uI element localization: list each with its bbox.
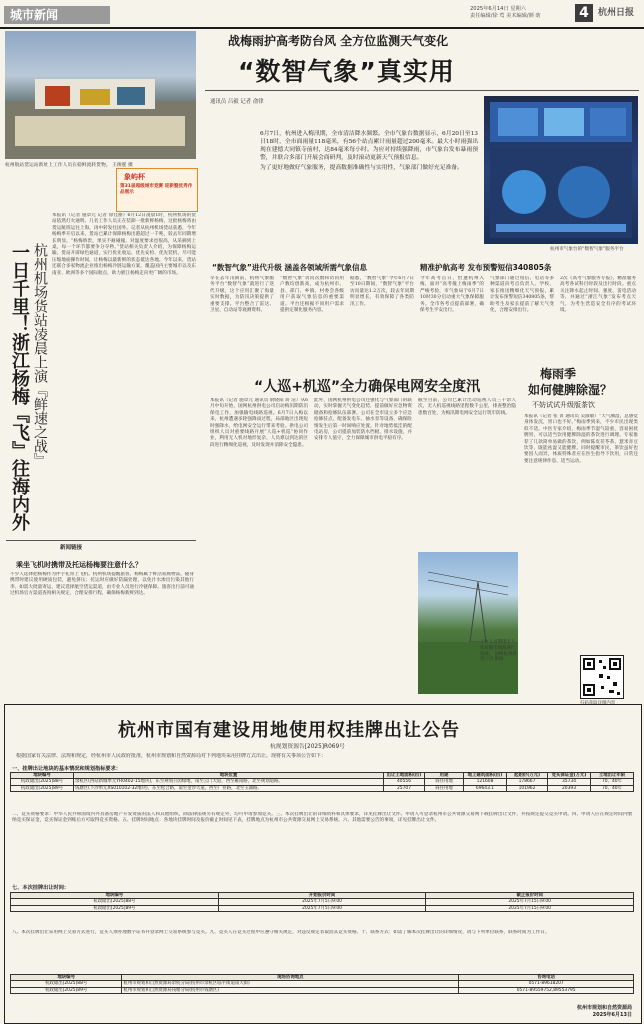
issue-date: 2025年6月14日 星期六 [470, 6, 526, 12]
weather-screen-art [484, 96, 638, 244]
notice-subtitle: 杭规划资源告[2025]R069号 [270, 744, 345, 750]
subsection-heading-upgrade: “数智气象”进代升级 涵盖各领域所需气象信息 [212, 263, 367, 272]
table-cell: 杭政储出[2025]89号 [11, 987, 122, 993]
page-number: 4 [575, 4, 593, 22]
health-article-subhead: 不妨试试升级版茶饮 [532, 401, 595, 409]
parcel-table [10, 772, 634, 792]
weather-photo-caption: 杭州市气象台的“数智气象”服务平台 [550, 247, 624, 252]
schedule-table [10, 892, 634, 912]
cargo-photo [5, 31, 196, 159]
table-cell: 178667 [507, 779, 548, 785]
table-cell: 101962 [507, 785, 548, 791]
date-line [470, 6, 541, 20]
news-link-title: 乘坐飞机时携带及托运杨梅要注意什么？ [16, 561, 142, 569]
table-cell: 70、40年 [591, 779, 634, 785]
notice-section-heading: 七、本次挂牌出让时间： [12, 885, 70, 891]
table-header-cell: 地块编号 [11, 975, 122, 981]
table-row [11, 899, 634, 905]
notice-signature [536, 1005, 632, 1018]
table-cell: 杭政储出[2025]88号 [11, 899, 219, 905]
table-cell: 杭政储出[2025]88号 [11, 779, 74, 785]
table-cell: 0571-89618207 [459, 981, 634, 987]
top-article-lead-p1: 6月7日，杭州进入梅汛期，全市清洁降水频繁。全市气象台数据显示，6月20日至13日18时，全市面雨量118毫米，有56个站点累计雨量超过200毫米。最大小时雨强出现在建德大同镇寺前村，达84毫米每小时。为应对持续强降雨，市气象台发布暴雨预警，并联合多部门开展会商研判，及时滚动更新天气预报信息。 [260, 131, 478, 161]
left-article-body: 本报讯（记者 施章元 记者 徐佳丽）6月12日凌晨1时，杭州机场的货站依然灯火通明。几名工作人员正在装卸一批新鲜杨梅，这批杨梅将由货运航班运往上海，再中转发往国外。记者从杭州机场货站获悉，今年杨梅季开启以来，货站已累计保障杨梅出港超过一千吨，较去年同期增长明显。“杨梅娇贵，果实不耐碰撞，对温度要求也很高，从采摘到上桌，每一个环节都要争分夺秒。”货站相关负责人介绍，为保障杨梅运输，货站开辟绿色通道，实行优先收运、优先安检、优先装机，尽可能压缩地面操作时间，让杨梅以最新鲜的状态抵达各地。今年以来，货站还联合多家物流企业推出杨梅冷链运输方案，覆盖国内主要城市以及东南亚、欧洲等多个国际航点，助力浙江杨梅走向更广阔的市场。 [52, 213, 196, 276]
promo-title: 象屿杯 [124, 173, 145, 181]
top-article-headline: “数智气象”真实用 [238, 57, 455, 86]
table-cell: 杭政储出[2025]88号 [11, 981, 122, 987]
notice-terms: 八、本次挂牌出让采用网上交易方式进行，竞买人须办理数字证书并登录网上交易系统参与竞买。九、竞买人在竞买过程中应遵守相关规定，对违反规定者取消其竞买资格。十、联系方式：如需了解本次挂牌出让的详细情况，请与下列单位联系，联系时间为工作日。 [12, 930, 550, 935]
cargo-photo-art [5, 31, 196, 159]
top-article-lead-p2: 为了更好地做好气象服务，提高数据准确性与实用性，气象部门做好充足准备。 [260, 165, 463, 171]
qr-code[interactable] [580, 655, 624, 699]
health-article-body: 本报讯（记者 张 菁 通讯员 吴淑敏）“天气潮湿，总感觉身体发沉，胃口也不好。”梅雨季到来，不少市民出现类似不适。中医专家介绍，梅雨季节湿气较重，容易困扰脾胃，可以适当饮用健脾除湿的茶饮进行调理。专家推荐了几款简单易做的茶饮，例如陈皮茯苓茶、薏米赤豆饮等，既能祛湿又能健脾。同时提醒市民，茶饮虽好也要因人而异，体质特殊者应在医生指导下饮用，日常还要注意规律作息、适当运动。 [524, 414, 638, 464]
contact-table [10, 974, 634, 994]
table-cell: 杭州市规划和自然资源局钱塘分局(杭州市钱塘区) [122, 987, 459, 993]
table-cell: 杭政储出[2025]89号 [11, 905, 219, 911]
table-header-cell: 地块位置 [74, 773, 384, 779]
health-article-headline: 如何健脾除湿？ [528, 383, 613, 397]
notice-section-heading: 一、挂牌出让地块的基本情况和规划指标要求： [12, 766, 121, 772]
top-article-kicker: 战梅雨护高考防台风 全方位监测天气变化 [228, 34, 449, 48]
subsection-column: 早在去年汛期前，杭州气象服务平台“数智气象”就进行了迭代升级，这个应用汇聚了海量实时数据，为防汛决策提供了重要支撑。平台整合了雷达、卫星、自动站等观测资料。 [210, 276, 274, 314]
table-cell: 69643.1 [464, 785, 507, 791]
table-header-cell: 竞买保证金(万元) [548, 773, 591, 779]
grid-article-column: 本报讯（记者 施章元 通讯员 俞晓阳 蒋 洁）从6月中旬开始，国网杭州供电公司启动梅汛期防汛保电工作，加强输电线路巡视。6月7日入梅以来，杭州遭遇多轮强降雨过程，局部地区出现短时强降水，给电网安全运行带来考验。供电公司组织人员对重要线路开展“人巡+机巡”协同作业，利用无人机对地形复杂、人员难以到达的区段进行精细化巡视，及时发现并消除安全隐患。 [210, 398, 308, 448]
health-article-kicker: 梅雨季 [540, 367, 577, 381]
top-article-lead [260, 130, 478, 172]
subsection-column: 据悉，“数智气象”今年6月7日至10日期间，“数智气象”平台访问量达1.2万次，较去年同期明显增长，有效保障了各类防汛工作。 [350, 276, 414, 307]
power-line-photo [418, 552, 518, 694]
table-cell: 杭州市规划和自然资源局余杭分局(杭州市余杭区临平街道南大街) [122, 981, 459, 987]
table-cell: 商住用地 [425, 785, 464, 791]
table-header-cell: 地块编号 [11, 773, 74, 779]
table-header-cell: 截止报价时间 [426, 893, 634, 899]
news-link-body: 不少人选择把杨梅作为伴手礼带上飞机。杭州机场提醒旅客，杨梅属于鲜活易腐物品，随身携带时建议使用硬质包装，避免挤压；托运时应做好防漏处理，以免汁水渗出污染其他行李。如需大批量寄运，建议选择航空货运渠道，由专业人员进行冷链保障。旅客出行前可通过机场官方渠道查询相关规定，合理安排行程，确保杨梅新鲜到达。 [10, 572, 194, 597]
table-row [11, 905, 634, 911]
table-cell: 2025年7月5日9:00 [218, 899, 426, 905]
grid-article-column: 此外，国网杭州供电公司还强化与气象部门的联动，实时掌握天气变化趋势，提前做好应急物资储备和抢修队伍部署。公司在全市设立多个应急抢修驻点，配备发电车、抽水泵等设备，确保险情发生后第一时间响应处置。针对地势低洼的配电站房，公司提前加装防水挡板、排水设施，并安排专人值守，全力保障城市供电平稳有序。 [314, 398, 412, 442]
header-divider [0, 27, 644, 29]
table-header-cell: 用途 [425, 773, 464, 779]
table-header-cell: 起始价(万元) [507, 773, 548, 779]
grid-article-column: 截至目前，公司已累计出动巡视人员三千余人次，无人机巡视线路里程数千公里，排查整治隐患数百处，为梅汛期电网安全运行筑牢防线。 [418, 398, 516, 416]
news-link-label: 新闻链接 [60, 545, 83, 551]
promo-subtitle: 第31届超级城市竞赛 迎新暨优秀作品展示 [120, 184, 193, 195]
top-article-divider [205, 90, 639, 91]
table-header-cell: 咨询电话 [459, 975, 634, 981]
table-cell: 钱塘区(下沙单元XS010102-32地块)，东至松合路，南至金沙大道，西至广业路，北至玉湖路。 [74, 785, 384, 791]
editor-credits: 责任编辑/徐 莺 美术编辑/颜 昉 [470, 13, 541, 19]
notice-issuer: 杭州市规划和自然资源局 [576, 1005, 632, 1011]
table-cell: 杭政储出[2025]89号 [11, 785, 74, 791]
table-cell: 2025年7月15日9:00 [426, 899, 634, 905]
table-header-cell: 地块编号 [11, 893, 219, 899]
notice-intro: 根据国家有关法律、法规和规定，经杭州市人民政府批准，杭州市规划和自然资源局对下列地块采用挂牌方式出让。现将有关事项公告如下： [16, 753, 327, 759]
subsection-column: 2次《高考气象服务专报》，精准服务高考各试科目时段及出行时段。重点关注降水起止时间、强度、雷电活动等，并通过“浙江气象”发布考点天气，为考生营造安全有序的考试环境。 [560, 276, 636, 314]
table-header-cell: 现场咨询地点 [122, 975, 459, 981]
table-header-cell: 出让土地面积(㎡) [384, 773, 425, 779]
top-article-byline: 通讯员 吕毅 记者 俞律 [210, 99, 264, 105]
table-cell: 25707 [384, 785, 425, 791]
subsection-column: “数智气象”访问次数和访问用户数均创新高，成为杭州市、县、部门、乡镇、村委会各级用户获取气象信息的重要渠道。平台还根据不同用户需求提供定制化服务内容。 [280, 276, 344, 314]
section-title: 城市新闻 [4, 6, 110, 24]
left-headline-main: 一日千里！浙江杨梅『飞』往海内外 [9, 243, 30, 531]
weather-platform-photo [484, 96, 638, 244]
power-line-caption: 工作人员利用无人机对输电线路进行巡视。 国网杭州供电公司 供图 [480, 640, 517, 663]
subsection-column: 今年高考首日，恰逢杭州入梅，面对“高考撞上梅雨季”的严峻考验，市气象局于6月7日10时30分启动重大气象保障服务。全市各考点提前部署，确保考生平安出行。 [420, 276, 484, 314]
table-cell: 20393 [548, 785, 591, 791]
cargo-photo-caption: 杭州航站货运站新址上工作人员在稳鲜流转货物。 王俊霆 摄 [5, 163, 133, 168]
qr-code-pattern [581, 656, 623, 698]
subsection-heading-exam: 精准护航高考 发布预警短信340805条 [420, 263, 552, 272]
table-cell: 35734 [548, 779, 591, 785]
left-headline-sub: 杭州机场货站凌晨上演『鲜速之战』 [32, 243, 48, 467]
table-cell: 0571-89559752,89553795 [459, 987, 634, 993]
table-header-cell: 开始报价时间 [218, 893, 426, 899]
power-line-art [418, 552, 518, 694]
table-cell: 70、40年 [591, 785, 634, 791]
subsection-column: 气象部门通过短信、电话等多种渠道向考点负责人、学校、家长推送精细化天气预报，累计发布预警短信340805条，帮助考生及家长提前了解天气变化，合理安排出行。 [490, 276, 554, 314]
table-row [11, 987, 634, 993]
table-cell: 121608 [464, 779, 507, 785]
table-cell: 40556 [384, 779, 425, 785]
table-row [11, 785, 634, 791]
table-header-cell: 地上建筑面积(㎡) [464, 773, 507, 779]
notice-date: 2025年6月13日 [592, 1011, 632, 1018]
table-cell: 余杭区(西站新城单元YH0402-15地块)，东至规划公园绿地，南至云门大道，西至雁南路，北至规划道路。 [74, 779, 384, 785]
table-cell: 商住用地 [425, 779, 464, 785]
table-cell: 2025年7月5日9:00 [218, 905, 426, 911]
grid-article-headline: “人巡+机巡”全力确保电网安全度汛 [254, 379, 481, 395]
table-header-cell: 土地出让年限 [591, 773, 634, 779]
notice-terms: 二、竞买资格要求：中华人民共和国境内外具备房地产开发资质的法人和其他组织，除法律法规另有规定外，均可申请参加竞买。三、本次挂牌出让的详细资料和具体要求，详见挂牌出让文件。申请人可登录杭州市公共资源交易网下载挂牌出让文件，并按规定提交竞买申请。四、申请人应在规定时间内缴纳竞买保证金，竞买保证金到账后方可取得竞买资格。五、挂牌时间地点：各地块挂牌时间及报价截止时间见下表，挂牌地点为杭州市公共资源交易网上交易系统。六、其他需要公告的事项，详见挂牌出让文件。 [12, 812, 632, 824]
newspaper-logo: 杭州日报 [598, 8, 635, 18]
notice-title: 杭州市国有建设用地使用权挂牌出让公告 [118, 720, 460, 741]
table-cell: 2025年7月15日9:00 [426, 905, 634, 911]
